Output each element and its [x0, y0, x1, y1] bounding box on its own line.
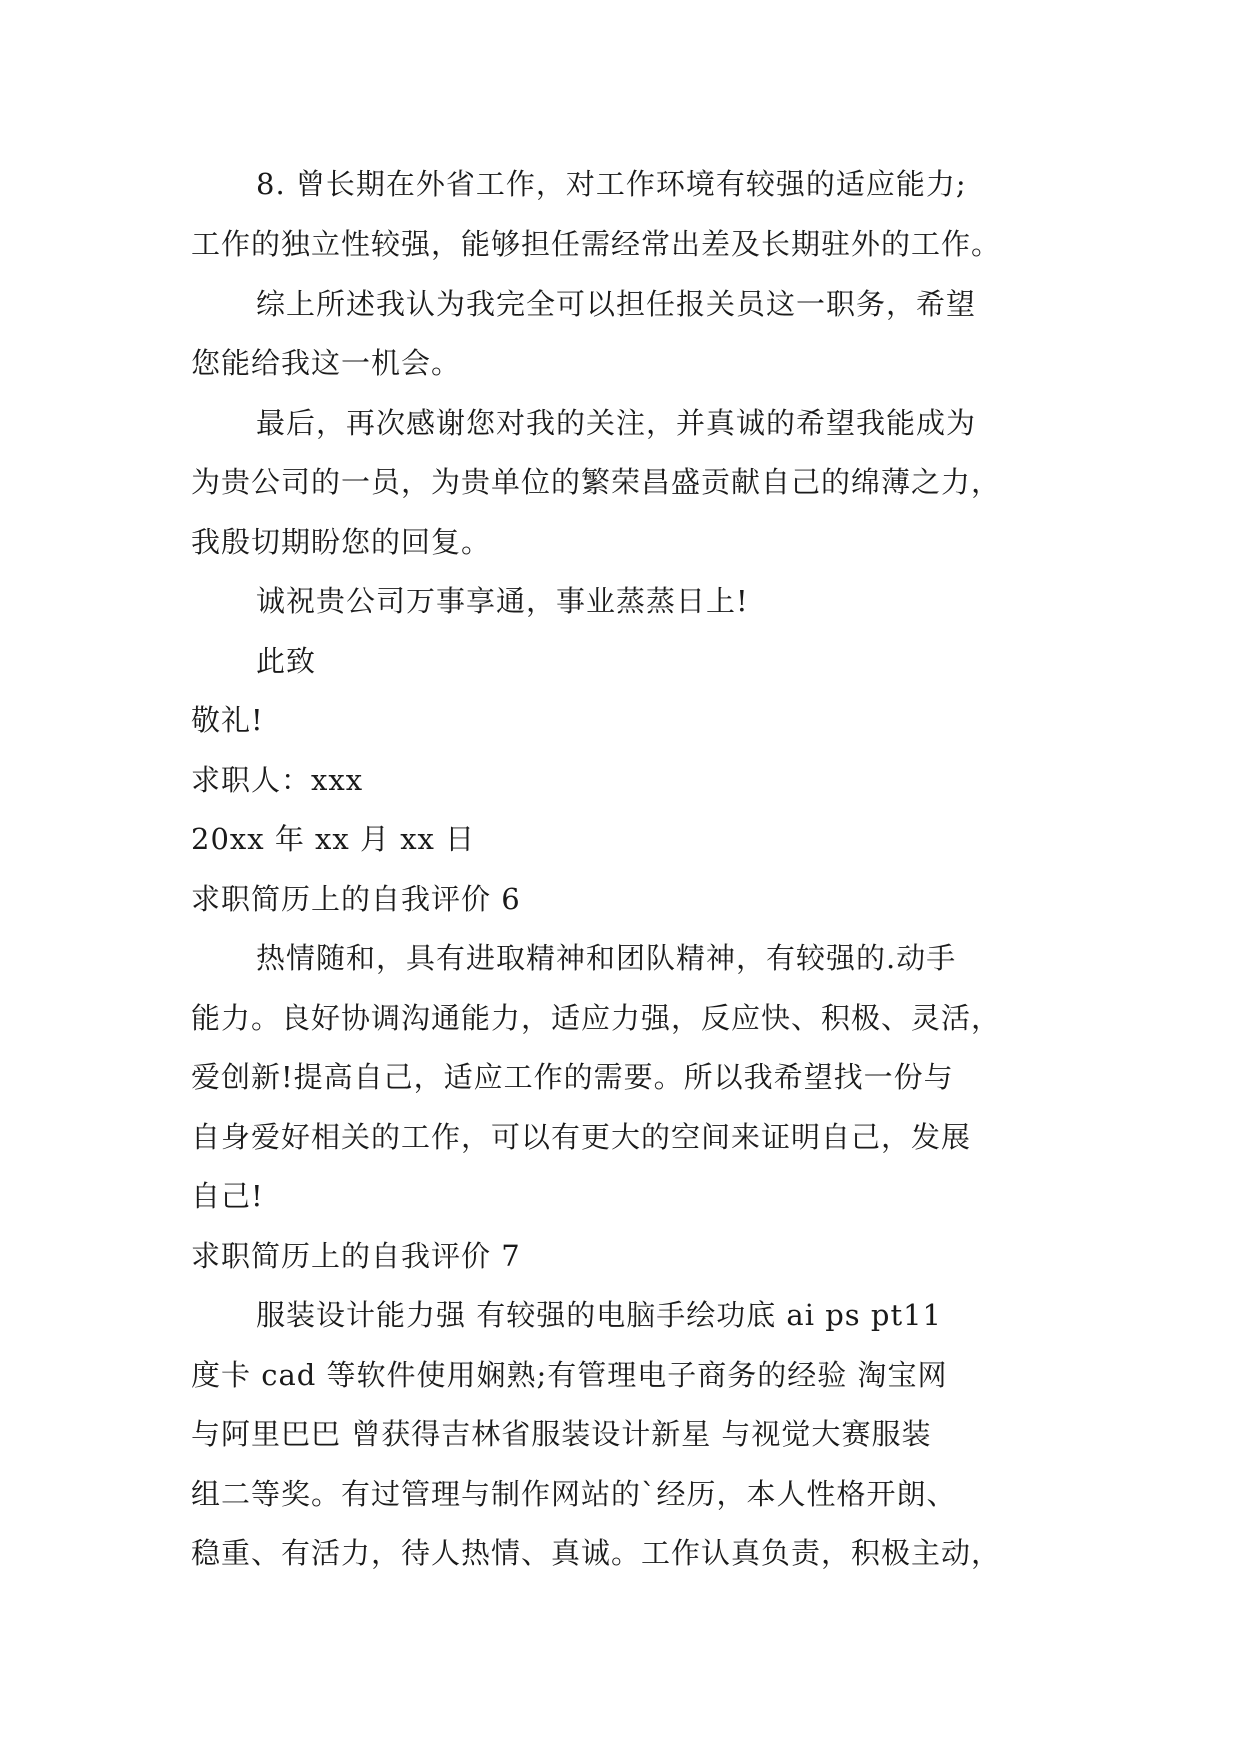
- text-line: 自己!: [191, 1179, 264, 1213]
- text-line: 自身爱好相关的工作，可以有更大的空间来证明自己，发展: [191, 1120, 972, 1154]
- text-line: 综上所述我认为我完全可以担任报关员这一职务，希望: [256, 287, 977, 321]
- text-line: 为贵公司的一员，为贵单位的繁荣昌盛贡献自己的绵薄之力，: [191, 465, 1002, 499]
- text-line: 敬礼!: [191, 703, 264, 737]
- text-line: 此致: [256, 644, 317, 678]
- text-line: 热情随和，具有进取精神和团队精神，有较强的.动手: [256, 941, 957, 975]
- text-line: 组二等奖。有过管理与制作网站的`经历，本人性格开朗、: [191, 1477, 957, 1511]
- text-line: 服装设计能力强 有较强的电脑手绘功底 ai ps pt11: [256, 1298, 943, 1332]
- text-line: 求职人：xxx: [191, 763, 364, 797]
- section-heading: 求职简历上的自我评价 7: [191, 1239, 521, 1273]
- section-heading: 求职简历上的自我评价 6: [191, 882, 521, 916]
- text-line: 诚祝贵公司万事享通，事业蒸蒸日上!: [256, 584, 749, 618]
- text-line: 能力。良好协调沟通能力，适应力强，反应快、积极、灵活，: [191, 1001, 1002, 1035]
- text-line: 与阿里巴巴 曾获得吉林省服装设计新星 与视觉大赛服装: [191, 1417, 932, 1451]
- text-line: 您能给我这一机会。: [191, 346, 462, 380]
- text-line: 8. 曾长期在外省工作，对工作环境有较强的适应能力;: [256, 167, 967, 201]
- text-line: 工作的独立性较强，能够担任需经常出差及长期驻外的工作。: [191, 227, 1002, 261]
- text-line: 爱创新!提高自己，适应工作的需要。所以我希望找一份与: [191, 1060, 954, 1094]
- text-line: 20xx 年 xx 月 xx 日: [191, 822, 476, 856]
- text-line: 我殷切期盼您的回复。: [191, 525, 492, 559]
- text-line: 稳重、有活力，待人热情、真诚。工作认真负责，积极主动，: [191, 1536, 1002, 1570]
- text-line: 最后，再次感谢您对我的关注，并真诚的希望我能成为: [256, 406, 977, 440]
- text-line: 度卡 cad 等软件使用娴熟;有管理电子商务的经验 淘宝网: [191, 1358, 948, 1392]
